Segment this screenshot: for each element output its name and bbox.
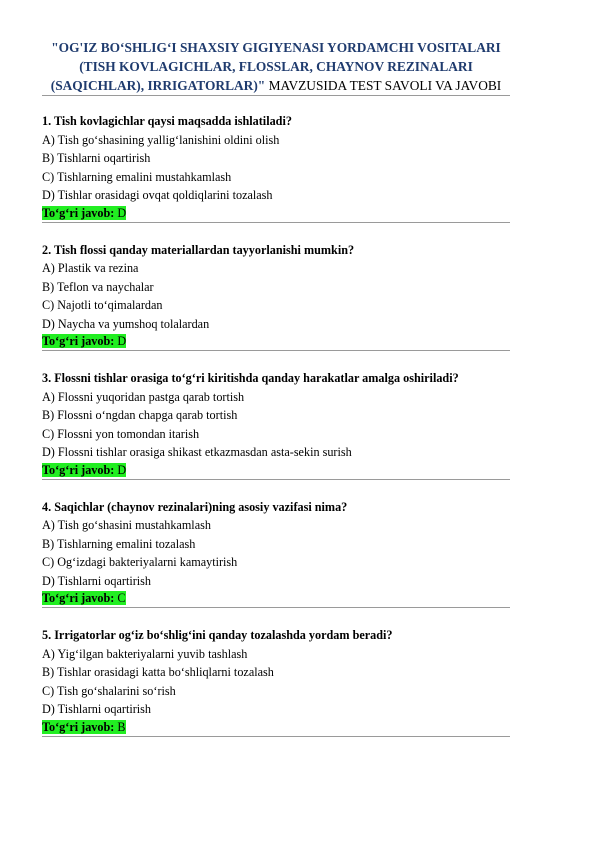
answer-option: D) Tishlar orasidagi ovqat qoldiqlarini tozalash <box>42 188 273 202</box>
answer-option: B) Tishlar orasidagi katta bo‘shliqlarni tozalash <box>42 665 274 679</box>
correct-answer-letter: D <box>117 462 127 477</box>
question-divider <box>42 736 510 737</box>
question-divider <box>42 350 510 351</box>
question-block <box>42 369 510 480</box>
title-tail: MAVZUSIDA TEST SAVOLI VA JAVOBI <box>265 78 502 93</box>
question-text: 1. Tish kovlagichlar qaysi maqsadda ishlatiladi? <box>42 114 292 128</box>
answer-option: B) Tishlarning emalini tozalash <box>42 536 196 551</box>
question-divider <box>42 222 510 223</box>
title-divider <box>42 95 510 96</box>
question-text: 3. Flossni tishlar orasiga to‘g‘ri kiritishda qanday harakatlar amalga oshiriladi? <box>42 371 459 385</box>
answer-option: C) Tish go‘shalarini so‘rish <box>42 683 176 698</box>
correct-answer <box>42 333 510 350</box>
question-divider <box>42 479 510 480</box>
document-title <box>42 38 510 95</box>
correct-answer <box>42 462 510 479</box>
answer-option: A) Tish go‘shasining yallig‘lanishini oldini olish <box>42 132 280 147</box>
question-block <box>42 241 510 352</box>
correct-answer-label: To‘g‘ri javob: <box>42 591 115 605</box>
question-divider <box>42 607 510 608</box>
correct-answer-label: To‘g‘ri javob: <box>42 334 115 348</box>
question-block <box>42 498 510 609</box>
answer-option: D) Tishlarni oqartirish <box>42 573 152 588</box>
answer-option: D) Tishlarni oqartirish <box>42 702 152 716</box>
correct-answer-label: To‘g‘ri javob: <box>42 462 115 477</box>
document-page <box>42 38 510 755</box>
correct-answer <box>42 205 510 222</box>
correct-answer-label: To‘g‘ri javob: <box>42 205 115 220</box>
correct-answer <box>42 719 510 736</box>
question-block <box>42 112 510 223</box>
correct-answer-letter: C <box>117 591 126 605</box>
correct-answer-letter: D <box>117 334 127 348</box>
answer-option: C) Flossni yon tomondan itarish <box>42 426 200 441</box>
answer-option: A) Tish go‘shasini mustahkamlash <box>42 518 211 532</box>
question-text: 5. Irrigatorlar og‘iz bo‘shlig‘ini qanday tozalashda yordam beradi? <box>42 628 393 642</box>
answer-option: D) Flossni tishlar orasiga shikast etkazmasdan asta-sekin surish <box>42 445 352 459</box>
correct-answer-letter: B <box>117 719 126 734</box>
answer-option: D) Naycha va yumshoq tolalardan <box>42 316 210 331</box>
question-list <box>42 112 510 737</box>
question-block <box>42 626 510 737</box>
answer-option: A) Plastik va rezina <box>42 261 139 275</box>
answer-option: C) Tishlarning emalini mustahkamlash <box>42 169 232 184</box>
answer-option: B) Teflon va naychalar <box>42 279 154 294</box>
question-text: 2. Tish flossi qanday materiallardan tayyorlanishi mumkin? <box>42 242 355 257</box>
correct-answer-label: To‘g‘ri javob: <box>42 719 115 734</box>
correct-answer <box>42 590 510 607</box>
answer-option: A) Flossni yuqoridan pastga qarab tortish <box>42 389 245 404</box>
question-text: 4. Saqichlar (chaynov rezinalari)ning asosiy vazifasi nima? <box>42 499 348 514</box>
answer-option: B) Tishlarni oqartirish <box>42 151 151 165</box>
title-main: "OG'IZ BO‘SHLIG‘I SHAXSIY GIGIYENASI YORDAMCHI VOSITALARI (TISH KOVLAGICHLAR, FLOSSLAR, CHAYNOV REZINALARI (SAQICHLAR), IRRIGATORLAR)" <box>50 40 501 93</box>
answer-option: A) Yig‘ilgan bakteriyalarni yuvib tashlash <box>42 646 248 661</box>
correct-answer-letter: D <box>117 205 127 220</box>
answer-option: C) Najotli to‘qimalardan <box>42 298 163 312</box>
answer-option: B) Flossni o‘ngdan chapga qarab tortish <box>42 408 238 422</box>
answer-option: C) Og‘izdagi bakteriyalarni kamaytirish <box>42 555 238 569</box>
